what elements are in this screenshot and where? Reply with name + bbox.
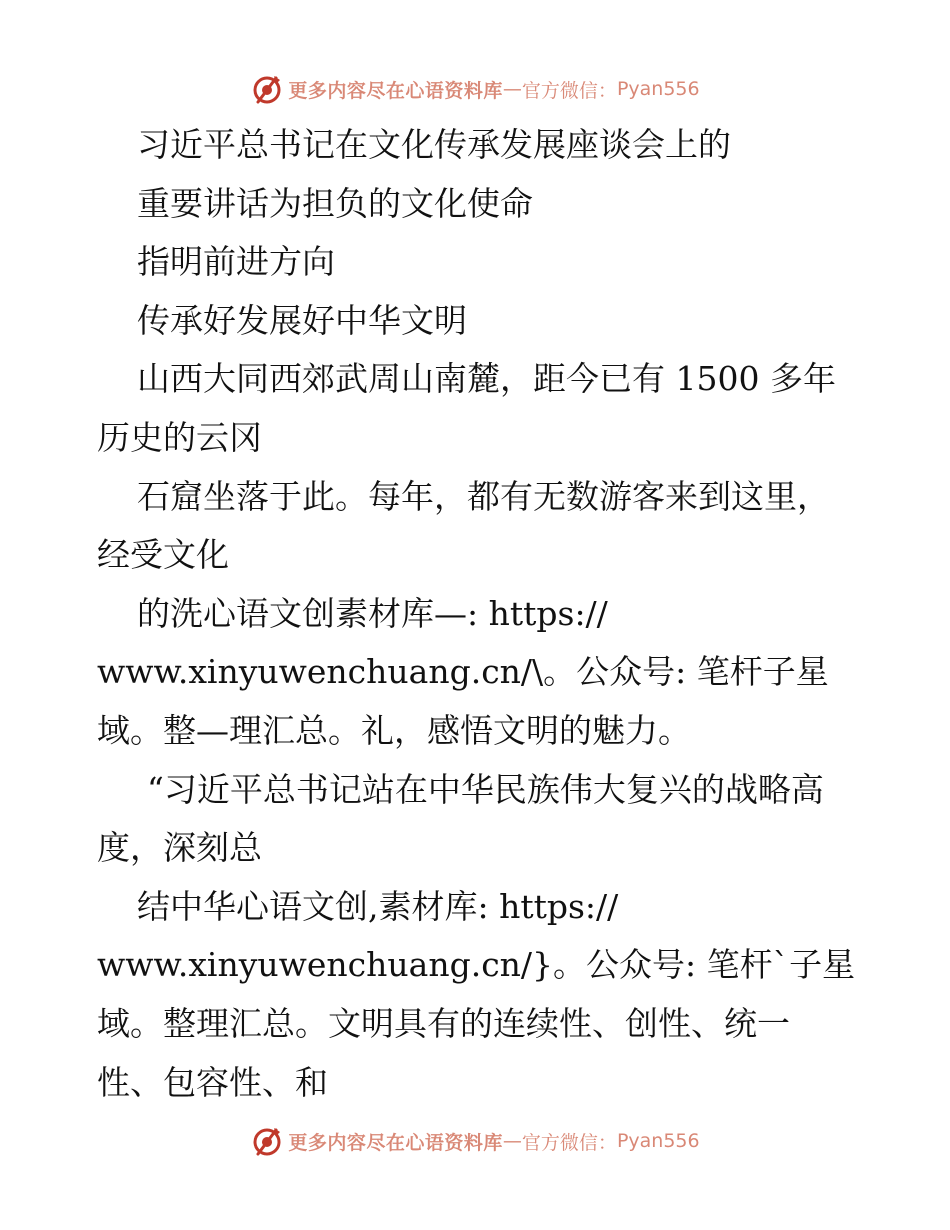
body-line: 重要讲话为担负的文化使命 [137, 183, 533, 223]
header-wechat-label: 官方微信： [521, 79, 617, 102]
body-line: 传承好发展好中华文明 [137, 300, 467, 340]
footer-wechat-id: Pyan556 [616, 1130, 700, 1152]
body-line: “习近平总书记站在中华民族伟大复兴的战略高 [147, 769, 824, 809]
body-line: 域。整理汇总。文明具有的连续性、创性、统一 [97, 1003, 790, 1043]
header-dash: — [502, 78, 522, 100]
footer-wechat-label: 官方微信： [521, 1131, 617, 1154]
header-brand-text: 更多内容尽在心语资料库 [288, 79, 503, 102]
body-line: 指明前进方向 [137, 242, 335, 282]
footer-brand-text: 更多内容尽在心语资料库 [288, 1131, 503, 1154]
body-line: 习近平总书记在文化传承发展座谈会上的 [137, 125, 731, 164]
header-watermark [0, 72, 950, 106]
body-line: 历史的云冈 [97, 417, 262, 457]
brand-logo-icon [250, 72, 284, 106]
body-line: 的洗心语文创素材库—: https:// [137, 593, 608, 633]
footer-watermark [0, 1124, 950, 1158]
body-line: 域。整—理汇总。礼，感悟文明的魅力。 [97, 710, 691, 750]
body-line: 性、包容性、和 [97, 1062, 328, 1102]
header-wechat-id: Pyan556 [616, 78, 700, 100]
body-line: 山西大同西郊武周山南麓，距今已有 1500 多年 [137, 359, 836, 399]
body-line: 经受文化 [97, 535, 229, 575]
body-line: 结中华心语文创,素材库: https:// [137, 886, 619, 926]
document-body [97, 116, 857, 1112]
brand-logo-icon [250, 1124, 284, 1158]
body-line: 石窟坐落于此。每年，都有无数游客来到这里， [137, 476, 830, 516]
body-line: 度，深刻总 [97, 828, 262, 868]
body-line: www.xinyuwenchuang.cn/}。公众号: 笔杆`子星 [97, 945, 856, 985]
body-line: www.xinyuwenchuang.cn/\。公众号: 笔杆子星 [97, 652, 829, 692]
footer-dash: — [502, 1130, 522, 1152]
